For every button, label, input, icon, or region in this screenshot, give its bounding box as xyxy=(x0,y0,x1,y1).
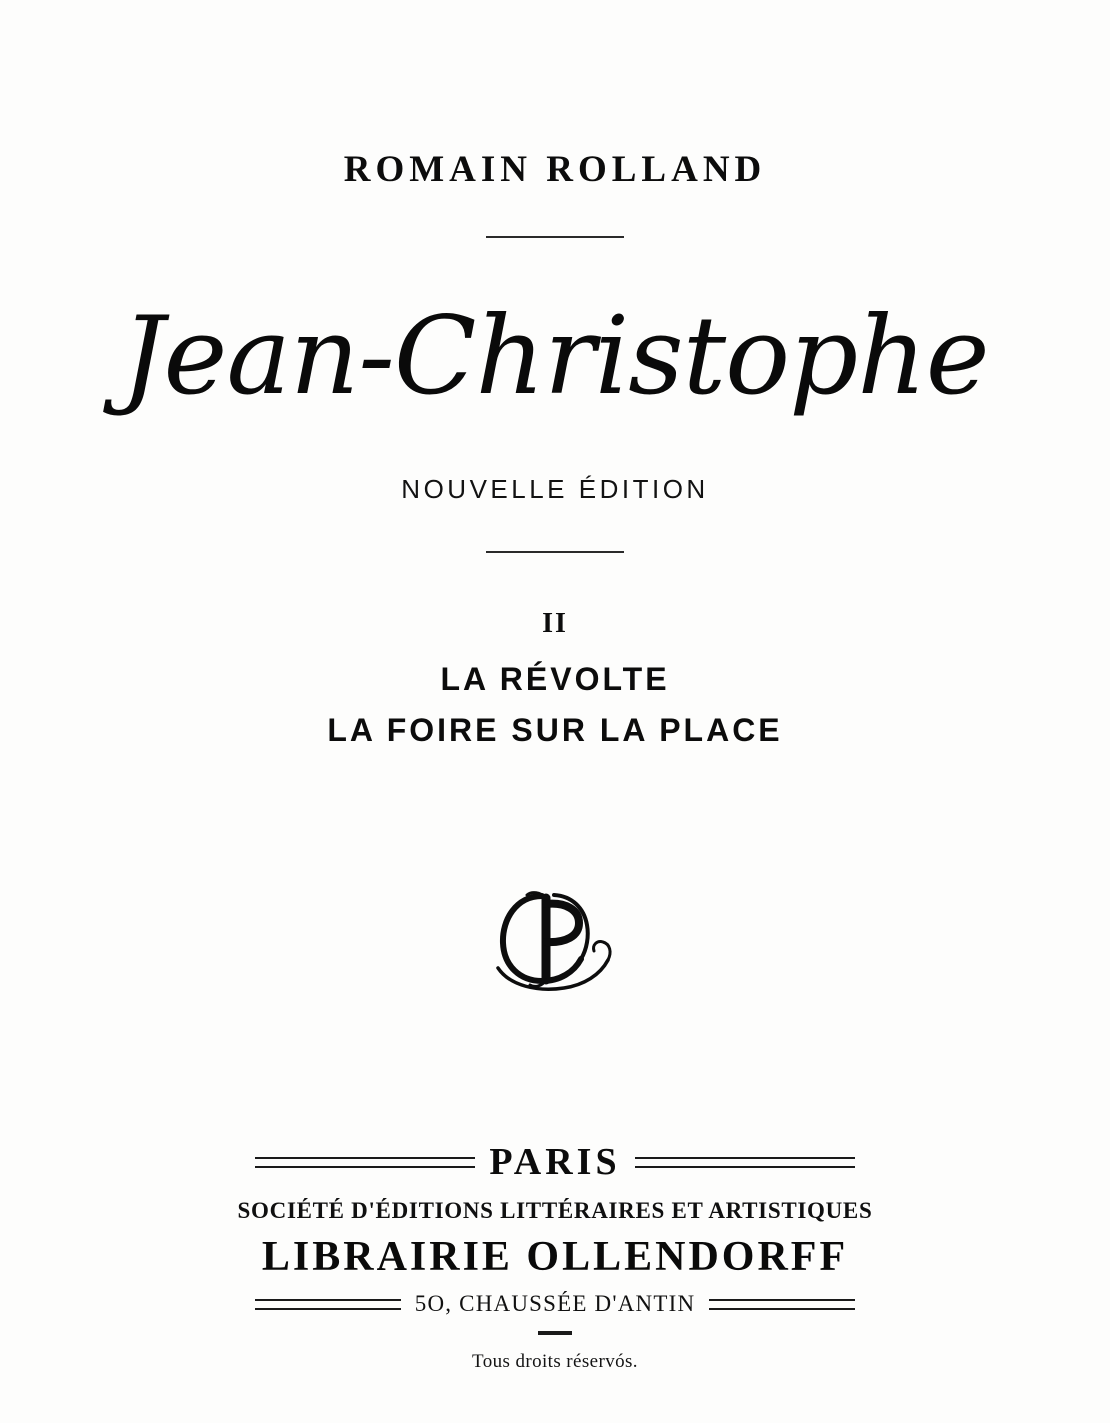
rule-right-address xyxy=(709,1299,855,1310)
book-title: Jean-Christophe xyxy=(121,294,989,419)
divider-rule-middle xyxy=(486,551,624,553)
address-row xyxy=(255,1291,855,1317)
divider-rule-bottom xyxy=(538,1331,572,1335)
part-title-first: LA RÉVOLTE xyxy=(440,661,670,697)
publisher-city: PARIS xyxy=(489,1141,621,1183)
edition-label: NOUVELLE ÉDITION xyxy=(401,474,709,504)
publisher-society: SOCIÉTÉ D'ÉDITIONS LITTÉRAIRES ET ARTISTIQUES xyxy=(237,1198,873,1223)
author-name: ROMAIN ROLLAND xyxy=(343,149,767,190)
publisher-address: 5O, CHAUSSÉE D'ANTIN xyxy=(414,1291,696,1316)
imprint-block xyxy=(0,1140,1110,1373)
publisher-house: LIBRAIRIE OLLENDORFF xyxy=(261,1234,849,1280)
divider-rule-top xyxy=(486,236,624,238)
publisher-monogram-icon xyxy=(480,880,630,995)
rule-right xyxy=(635,1157,855,1168)
rights-notice: Tous droits réservós. xyxy=(472,1351,638,1372)
volume-number: II xyxy=(542,608,568,639)
part-title-second: LA FOIRE SUR LA PLACE xyxy=(327,712,783,748)
rule-left-address xyxy=(255,1299,401,1310)
city-row xyxy=(255,1140,855,1184)
rule-left xyxy=(255,1157,475,1168)
